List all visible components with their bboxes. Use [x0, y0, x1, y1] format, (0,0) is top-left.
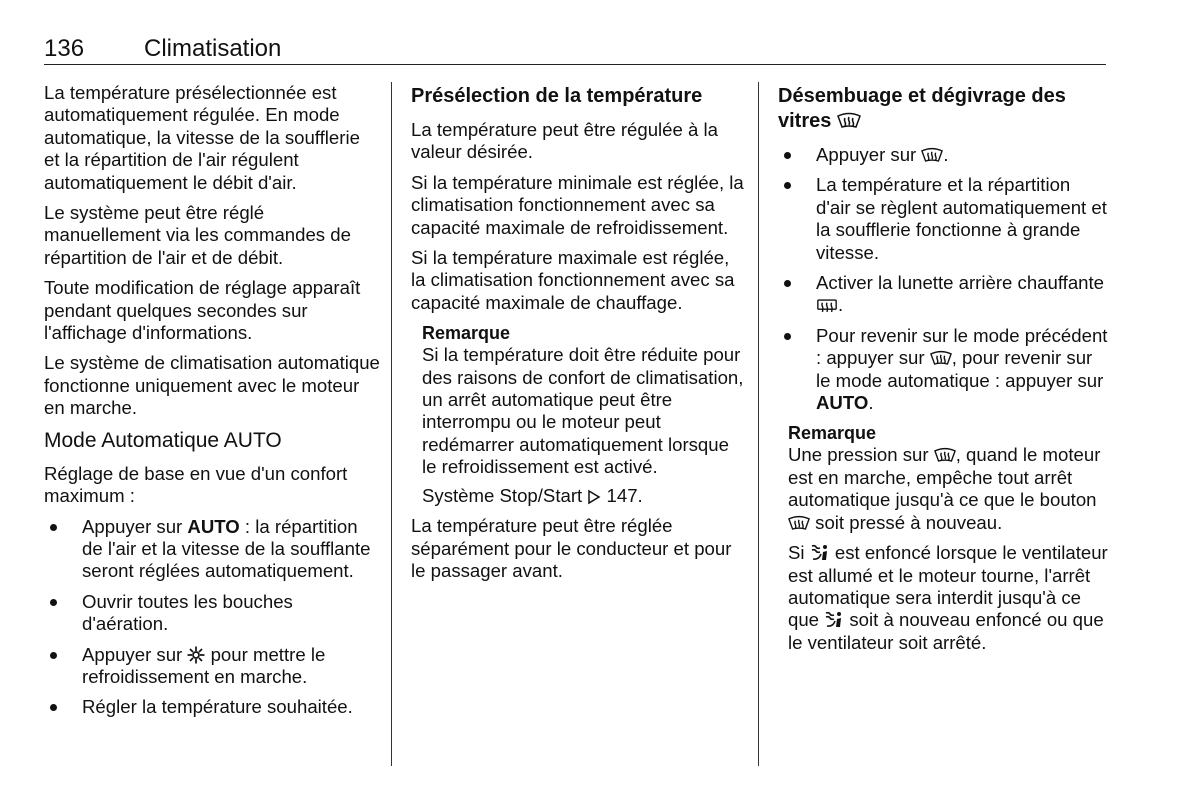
cross-reference: Système Stop/Start 147. — [422, 484, 643, 506]
page-title: Climatisation — [144, 35, 282, 62]
column-divider-2 — [758, 82, 759, 766]
list-item: La température et la répartition d'air se règlent automatiquement et la soufflerie fonctionne à grande vitesse. — [778, 174, 1108, 264]
list-item: Appuyer sur pour mettre le refroidissement en marche. — [44, 644, 380, 689]
windscreen-defrost-icon — [930, 350, 952, 367]
bullet — [50, 599, 57, 606]
note-title: Remarque — [788, 423, 877, 444]
bullet — [784, 333, 791, 340]
windscreen-defrost-icon — [934, 447, 956, 464]
bullet — [50, 524, 57, 531]
paragraph-base-setting: Réglage de base en vue d'un confort maximum : — [44, 462, 348, 507]
windscreen-defrost-icon — [788, 515, 810, 532]
list-item: Pour revenir sur le mode précédent : appuyer sur , pour revenir sur le mode automatique : appuyer sur AUTO. — [778, 325, 1108, 415]
note-box — [411, 322, 745, 507]
paragraph-engine-running: Le système de climatisation automatique fonctionne uniquement avec le moteur en marche. — [44, 352, 380, 419]
bullet — [784, 152, 791, 159]
bullet — [50, 652, 57, 659]
page-number: 136 — [44, 35, 85, 62]
auto-keyword: AUTO — [816, 392, 869, 414]
bullet — [784, 280, 791, 287]
fan-icon — [810, 544, 830, 562]
defrost-steps-list — [778, 144, 1108, 414]
windscreen-defrost-icon — [921, 147, 943, 164]
note-text: Si la température doit être réduite pour des raisons de confort de climatisation, un arrêt automatique peut être interrompu ou le moteur peut redémarrer automatiquement lorsque le refroidissement est activé. — [422, 344, 744, 478]
bullet — [50, 704, 57, 711]
column-divider-1 — [391, 82, 392, 766]
page-header — [44, 34, 281, 64]
note-text: Une pression sur , quand le moteur est en marche, empêche tout arrêt automatique jusqu'à ce que le bouton soit pressé à nouveau. — [788, 444, 1101, 533]
paragraph-auto-regulation: La température présélectionnée est automatiquement régulée. En mode automatique, la vitesse de la soufflerie et la répartition de l'air régulent automatiquement le débit d'air. — [44, 82, 360, 193]
paragraph-manual-setting: Le système peut être réglé manuellement via les commandes de répartition de l'air et de débit. — [44, 202, 351, 268]
column-2 — [411, 82, 745, 590]
bullet — [784, 182, 791, 189]
list-item: Appuyer sur AUTO : la répartition de l'air et la vitesse de la soufflante seront réglées automatiquement. — [44, 516, 380, 583]
list-item: Régler la température souhaitée. — [44, 696, 380, 718]
list-item: Activer la lunette arrière chauffante . — [778, 272, 1108, 317]
reference-page: 147. — [606, 484, 643, 506]
paragraph-separate-setting: La température peut être réglée séparément pour le conducteur et pour le passager avant. — [411, 515, 732, 581]
paragraph-min-temperature: Si la température minimale est réglée, la climatisation fonctionnement avec sa capacité maximale de refroidissement. — [411, 171, 744, 238]
arrow-triangle-icon — [587, 489, 601, 505]
paragraph-max-temperature: Si la température maximale est réglée, la climatisation fonctionnement avec sa capacité maximale de chauffage. — [411, 247, 735, 313]
paragraph-fan-interaction: Si est enfoncé lorsque le ventilateur est allumé et le moteur tourne, l'arrêt automatique sera interdit jusqu'à ce que soit à nouveau enfoncé ou que le ventilateur soit arrêté. — [788, 542, 1108, 653]
heading-defrost: Désembuage et dégivrage des vitres — [778, 85, 1066, 132]
fan-icon — [824, 611, 844, 629]
paragraph-display-info: Toute modification de réglage apparaît pendant quelques secondes sur l'affichage d'informations. — [44, 277, 361, 344]
note-box — [778, 422, 1108, 654]
list-item: Ouvrir toutes les bouches d'aération. — [44, 591, 380, 636]
header-rule — [44, 64, 1106, 65]
windscreen-defrost-icon — [837, 112, 861, 130]
paragraph-temperature-regulated: La température peut être régulée à la valeur désirée. — [411, 119, 718, 163]
heading-temperature-preselection: Présélection de la température — [411, 85, 703, 107]
column-1 — [44, 82, 380, 727]
auto-steps-list — [44, 516, 380, 719]
auto-keyword: AUTO — [187, 515, 240, 537]
note-title: Remarque — [422, 323, 511, 344]
column-3 — [778, 82, 1108, 662]
heading-auto-mode: Mode Automatique AUTO — [44, 428, 282, 452]
list-item: Appuyer sur . — [778, 144, 1108, 166]
rear-window-heating-icon — [816, 297, 838, 314]
air-conditioning-snowflake-icon — [187, 646, 205, 664]
